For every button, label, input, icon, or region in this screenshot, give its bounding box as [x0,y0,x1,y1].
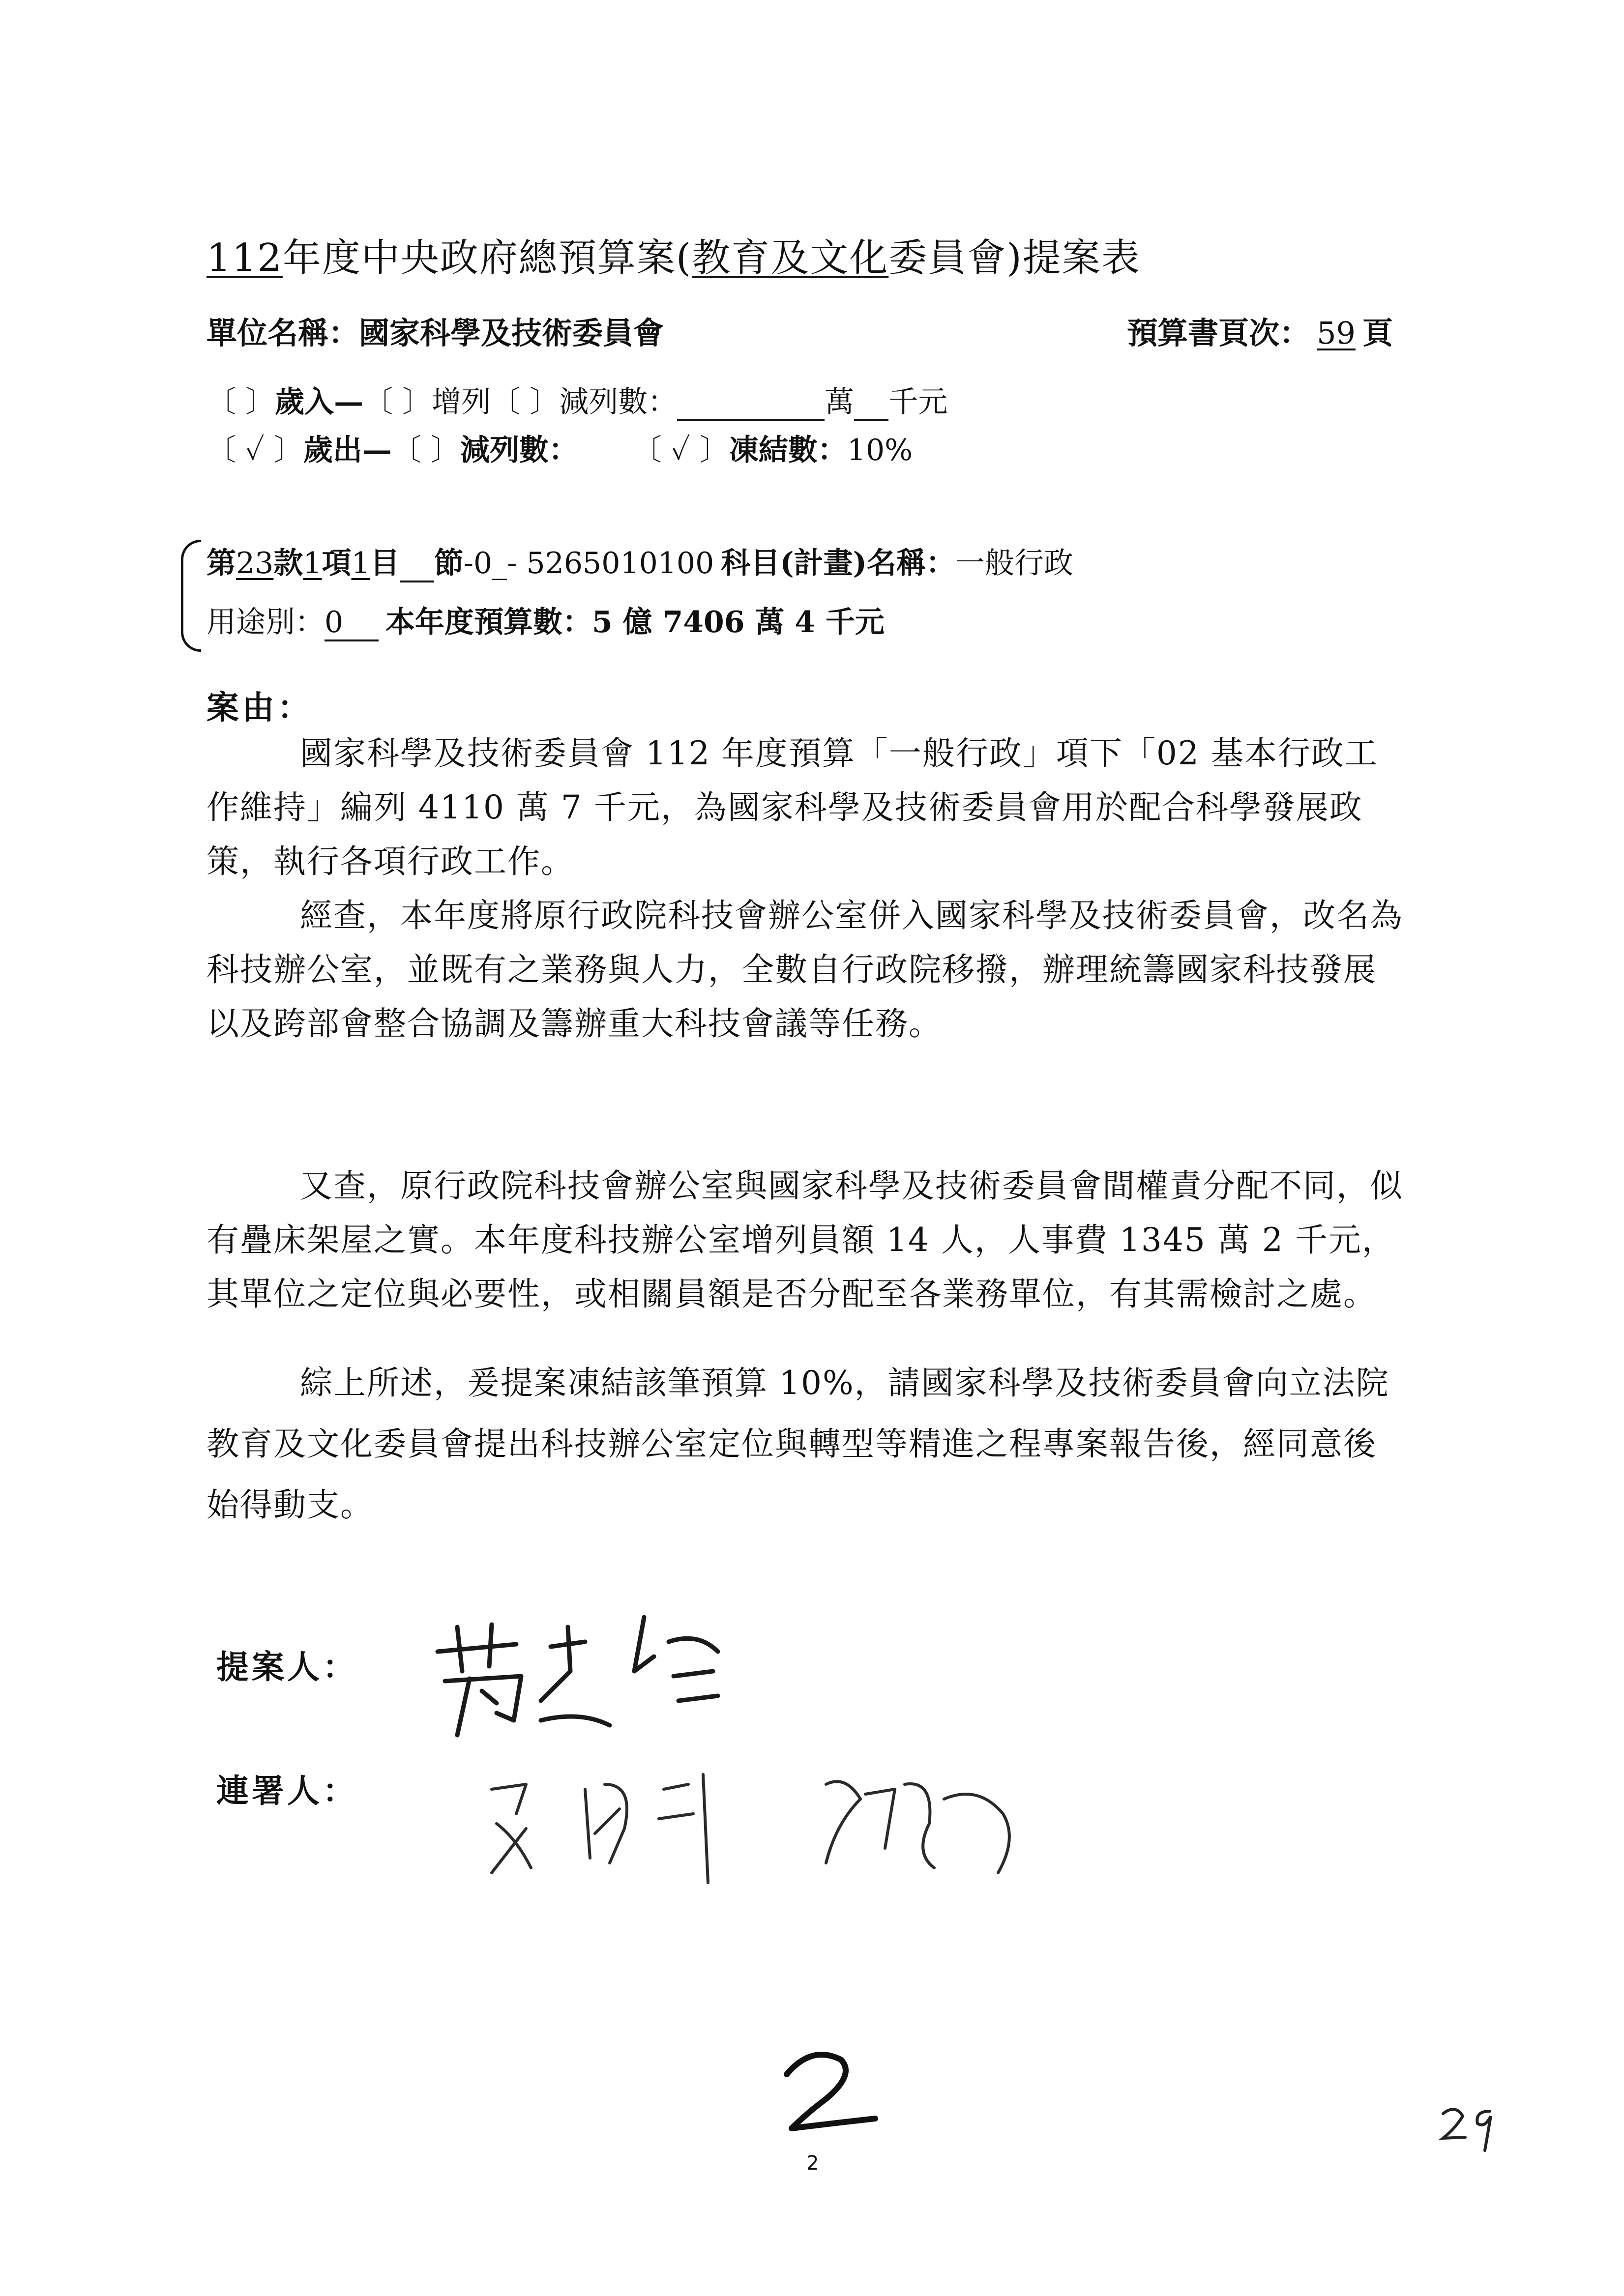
xiang-value: 1 [303,546,322,581]
revenue-line [207,378,947,421]
title-mid: 年度中央政府總預算案( [282,236,692,280]
thousand-unit: 千元 [888,385,948,419]
kuan-value: 23 [236,546,274,581]
increase-label: 增列 [432,385,491,419]
title-year: 112 [207,236,283,280]
page-ref-label: 預算書頁次： [1127,315,1310,351]
mu-label: 目 [370,546,400,581]
usage-value: 0 [325,605,379,641]
budget-label: 本年度預算數： [385,605,592,639]
revenue-label: 歲入— [275,385,364,419]
cosigner-label: 連署人： [216,1772,358,1810]
document-title [207,227,1141,282]
expense-label: 歲出— [303,433,392,467]
item-line [207,540,1073,582]
expense-checkbox: 〔 ✓ 〕 [207,433,303,467]
item-brace [181,540,201,652]
unit-line [207,309,664,352]
freeze-value: 10% [847,433,913,467]
page-reference [1127,309,1393,352]
title-end: 委員會)提案表 [888,236,1141,280]
expense-line [207,427,913,469]
title-committee: 教育及文化 [692,236,889,280]
jie-label: 節 [434,546,464,581]
reason-paragraph-2: 經查，本年度將原行政院科技會辦公室併入國家科學及技術委員會，改名為科技辦公室，並既有之業務與人力，全數自行政院移撥，辦理統籌國家科技發展以及跨部會整合協調及籌辦重大科技會議等任務。 [207,897,1403,1043]
thousand-blank [854,385,888,421]
unit-name: 國家科學及技術委員會 [359,315,664,351]
reason-paragraph-4: 綜上所述，爰提案凍結該筆預算 10%，請國家科學及技術委員會向立法院教育及文化委員會提出科技辦公室定位與轉型等精進之程專案報告後，經同意後始得動支。 [207,1364,1389,1524]
unit-label: 單位名稱： [207,315,359,351]
usage-label: 用途別： [207,605,325,639]
proposer-signature [423,1598,757,1745]
expense-decrease-label: 減列數： [460,433,578,467]
handwritten-29-mark [1436,2099,1505,2158]
subject-label: 科目(計畫)名稱： [721,546,956,581]
expense-decrease-checkbox: 〔 〕 [391,433,460,467]
page-number: 2 [806,2152,819,2175]
freeze-checkbox: 〔 ✓ 〕 [632,433,729,467]
increase-checkbox: 〔 〕 [363,385,432,419]
reason-heading: 案由： [207,688,313,727]
page-ref-unit: 頁 [1362,315,1393,351]
freeze-label: 凍結數： [729,433,847,467]
wan-blank [677,385,825,421]
kuan-prefix: 第 [207,546,236,581]
revenue-checkbox: 〔 〕 [207,385,275,419]
kuan-label: 款 [273,546,303,581]
decrease-checkbox: 〔 〕 [491,385,560,419]
mu-value: 1 [351,546,370,581]
jie-blank [400,546,434,582]
reason-paragraph-3: 又查，原行政院科技會辦公室與國家科學及技術委員會間權責分配不同，似有疊床架屋之實。本年度科技辦公室增列員額 14 人，人事費 1345 萬 2 千元，其單位之定位與必要性，或相關員額是否分配至各業務單位，有其需檢討之處。 [207,1167,1403,1313]
budget-value: 5 億 7406 萬 4 千元 [592,605,885,639]
xiang-label: 項 [322,546,352,581]
item-code: - 5265010100 [507,546,714,581]
wan-unit: 萬 [825,385,855,419]
jie-value: -0_ [463,546,507,581]
cosigner-signature [472,1755,1111,1892]
subject-name: 一般行政 [955,546,1074,581]
proposer-label: 提案人： [216,1648,358,1686]
handwritten-two-mark [772,2040,890,2138]
page-ref-value: 59 [1317,315,1356,351]
usage-line [207,599,885,641]
decrease-amount-label: 減列數： [559,385,678,419]
reason-paragraph-1: 國家科學及技術委員會 112 年度預算「一般行政」項下「02 基本行政工作維持」編列 4110 萬 7 千元，為國家科學及技術委員會用於配合科學發展政策，執行各項行政工作。 [207,734,1378,880]
